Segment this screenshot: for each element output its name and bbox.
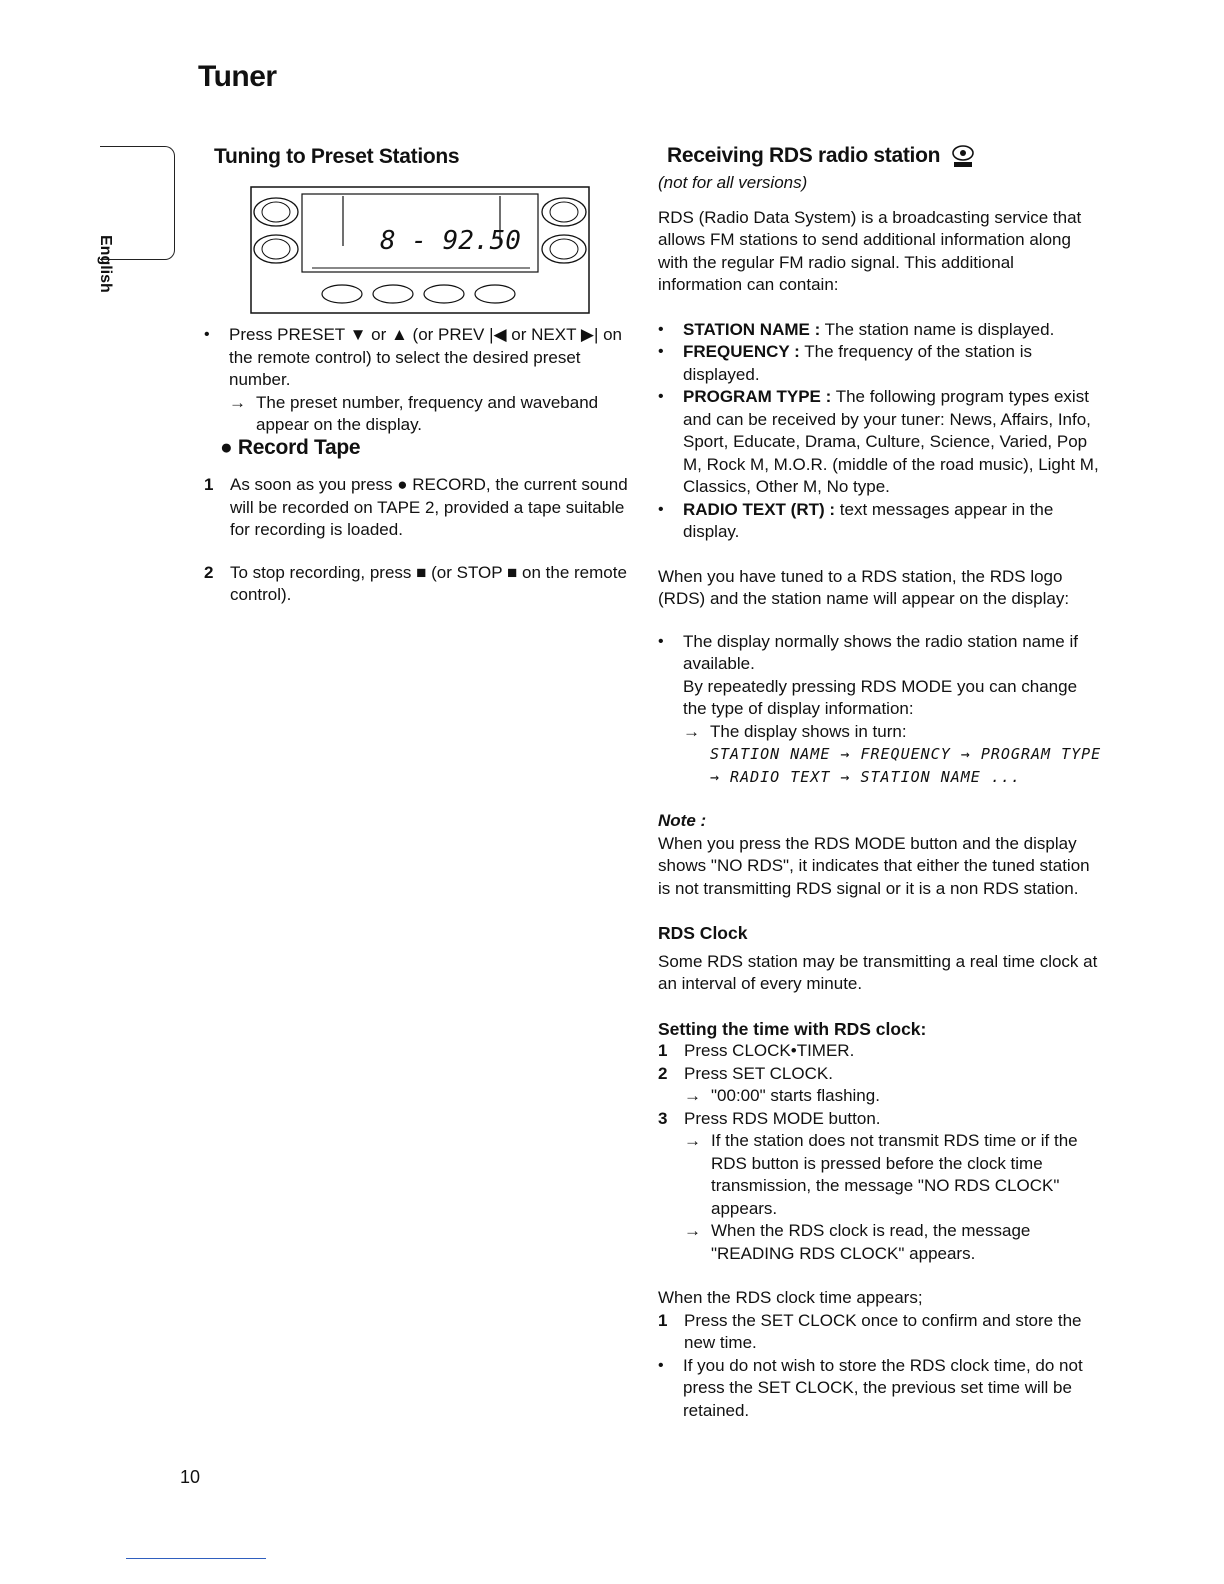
- clock-step-2-arrow: → "00:00" starts flashing.: [684, 1085, 1102, 1108]
- record-heading: ● Record Tape: [220, 436, 361, 459]
- language-tab-label: English: [97, 235, 114, 293]
- clock-step-3-arrow-2: → When the RDS clock is read, the message "READING RDS CLOCK" appears.: [684, 1220, 1102, 1265]
- rds-intro: RDS (Radio Data System) is a broadcasting service that allows FM stations to send additional information along with the regular FM radio signal. This additional information can contain:: [658, 207, 1082, 294]
- clock-appears-paragraph: When the RDS clock time appears;: [658, 1288, 923, 1307]
- rds-item-station-name: • STATION NAME : The station name is displayed.: [658, 319, 1102, 342]
- clock-step-1: 1 Press CLOCK•TIMER.: [658, 1041, 855, 1060]
- rds-subheading: (not for all versions): [658, 173, 808, 192]
- note-label: Note :: [658, 811, 707, 830]
- clock-step-3-arrow-1: → If the station does not transmit RDS time or if the RDS button is pressed before the clock time transmission, the message "NO RDS CLOCK" appears.: [684, 1130, 1102, 1220]
- tuning-heading: Tuning to Preset Stations: [214, 145, 460, 168]
- language-tab: [97, 146, 175, 293]
- record-step-2: 2 To stop recording, press ■ (or STOP ■ on the remote control).: [204, 562, 627, 604]
- record-step-1: 1 As soon as you press ● RECORD, the current sound will be recorded on TAPE 2, provided a tape suitable for recording is loaded.: [204, 475, 628, 539]
- rds-turn-arrow: → The display shows in turn:: [683, 721, 1102, 744]
- tuner-display-illustration: [250, 186, 590, 314]
- footer-rule: [126, 1558, 266, 1559]
- rds-logo-icon: [950, 144, 976, 168]
- note-text: When you press the RDS MODE button and the display shows "NO RDS", it indicates that either the tuned station is not transmitting RDS signal or it is a non RDS station.: [658, 833, 1090, 898]
- rds-lcd-sequence: STATION NAME → FREQUENCY → PROGRAM TYPE → RADIO TEXT → STATION NAME ...: [710, 745, 1102, 786]
- setting-time-heading: Setting the time with RDS clock:: [658, 1018, 927, 1039]
- clock-step-2: 2 Press SET CLOCK.: [658, 1063, 833, 1083]
- tuning-bullet: • Press PRESET ▼ or ▲ (or PREV |◀ or NEXT ▶| on the remote control) to select the desired preset number.: [204, 324, 638, 392]
- rds-item-radio-text: • RADIO TEXT (RT) : text messages appear in the display.: [658, 499, 1102, 544]
- rds-clock-intro: Some RDS station may be transmitting a real time clock at an interval of every minute.: [658, 951, 1098, 993]
- page-number: 10: [180, 1467, 201, 1487]
- clock-final-step: 1 Press the SET CLOCK once to confirm and store the new time.: [658, 1310, 1082, 1352]
- rds-display-bullet: • The display normally shows the radio station name if available.: [658, 631, 1102, 676]
- rds-clock-heading: RDS Clock: [658, 923, 748, 943]
- rds-item-program-type: • PROGRAM TYPE : The following program types exist and can be received by your tuner: News, Affairs, Info, Sport, Educate, Drama, Culture, Science, Varied, Pop M, Rock M, M.O.R. (middle of the road music), Light M, Classics, Other M, No type.: [658, 386, 1102, 499]
- clock-step-3: 3 Press RDS MODE button.: [658, 1108, 881, 1128]
- rds-logo-paragraph: When you have tuned to a RDS station, the RDS logo (RDS) and the station name will appear on the display:: [658, 566, 1070, 608]
- clock-final-bullet: • If you do not wish to store the RDS clock time, do not press the SET CLOCK, the previous set time will be retained.: [658, 1355, 1102, 1423]
- display-frequency: 8 - 92.50: [380, 226, 521, 256]
- rds-mode-paragraph: By repeatedly pressing RDS MODE you can change the type of display information:: [683, 676, 1078, 718]
- tuning-arrow: → The preset number, frequency and waveband appear on the display.: [229, 392, 638, 437]
- rds-item-frequency: • FREQUENCY : The frequency of the station is displayed.: [658, 341, 1102, 386]
- page-title: Tuner: [198, 60, 277, 93]
- rds-heading: Receiving RDS radio station: [667, 143, 941, 167]
